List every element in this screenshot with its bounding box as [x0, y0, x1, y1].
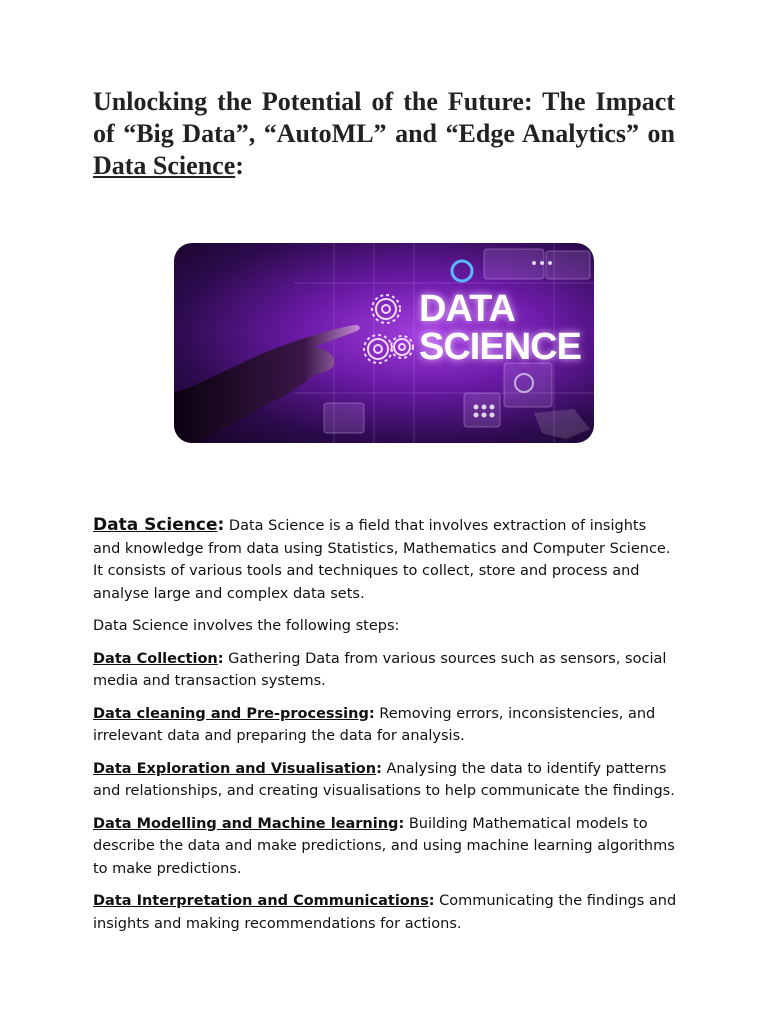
- page-title: [93, 86, 675, 182]
- step-term: Data Interpretation and Communications: [93, 893, 429, 909]
- title-end: :: [235, 151, 244, 180]
- step-text: Analysing the data to identify patterns and relationships, and creating visualisations to help communicate the findings.: [93, 760, 675, 799]
- step-text: Removing errors, inconsistencies, and irrelevant data and preparing the data for analysis.: [93, 705, 656, 744]
- gear-icon: [364, 295, 413, 363]
- step-term: Data cleaning and Pre-processing: [93, 705, 369, 722]
- step-data-modelling: [93, 813, 678, 881]
- step-text: Communicating the findings and insights and making recommendations for actions.: [93, 893, 677, 932]
- step-data-exploration: [93, 758, 678, 803]
- step-data-collection: [93, 648, 678, 693]
- step-text: Gathering Data from various sources such as sensors, social media and transaction systems.: [93, 650, 667, 689]
- step-term: Data Collection: [93, 650, 218, 667]
- step-term: Data Exploration and Visualisation: [93, 760, 377, 777]
- map-shape: [534, 409, 590, 439]
- hero-image: [174, 243, 594, 443]
- title-link-data-science[interactable]: Data Science: [93, 151, 236, 180]
- step-term: Data Modelling and Machine learning: [93, 815, 399, 832]
- step-colon: :: [368, 705, 375, 722]
- step-colon: :: [376, 760, 382, 777]
- step-text: Building Mathematical models to describe the data and make predictions, and using machine learning algorithms to make predictions.: [93, 815, 675, 877]
- step-data-interpretation: [93, 890, 678, 935]
- hero-text-science: SCIENCE: [419, 326, 581, 368]
- step-colon: :: [398, 815, 405, 832]
- article-body: [93, 514, 678, 945]
- ring-icon: [452, 261, 472, 281]
- intro-text: Data Science is a field that involves extraction of insights and knowledge from data using Statistics, Mathematics and Computer Science. It consists of various tools and techniques to collect, store and process and analyse large and complex data sets.: [93, 518, 671, 602]
- title-text: Unlocking the Potential of the Future: The Impact of “Big Data”, “AutoML” and “Edge Analytics” on: [93, 87, 675, 148]
- intro-paragraph: [93, 514, 678, 605]
- intro-colon: :: [217, 515, 225, 535]
- intro-term: Data Science: [93, 515, 218, 535]
- hero-text-data: DATA: [419, 288, 515, 330]
- step-data-cleaning: [93, 703, 678, 748]
- step-colon: :: [217, 650, 224, 667]
- step-colon: :: [428, 893, 435, 909]
- steps-intro: Data Science involves the following steps:: [93, 618, 400, 634]
